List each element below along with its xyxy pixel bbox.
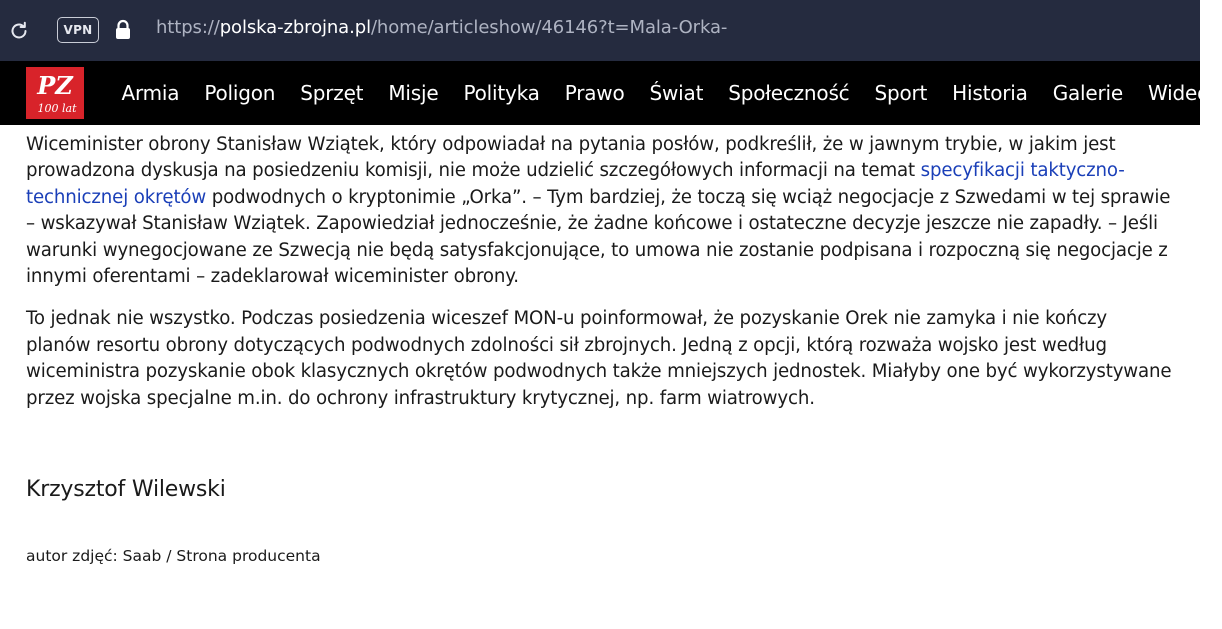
paragraph-text: podwodnych o kryptonimie „Orka”. – Tym bardziej, że toczą się wciąż negocjacje z Szwedami w tej sprawie – wskazywał Stanisław Wziątek. Zapowiedział jednocześnie, że żadne końcowe i ostateczne decyzje jeszcze nie zapadły. – Jeśli warunki wynegocjowane ze Szwecją nie będą satysfakcjonujące, to umowa nie zostanie podpisana i rozpoczną się negocjacje z innymi oferentami – zadeklarował wiceminister obrony. xyxy=(26,186,1171,288)
url-scheme: https:// xyxy=(156,17,220,38)
paragraph-text: Wiceminister obrony Stanisław Wziątek, który odpowiadał na pytania posłów, podkreślił, że w jawnym trybie, w jakim jest prowadzona dyskusja na posiedzeniu komisji, nie może udzielić szczegółowych informacji na temat xyxy=(26,134,1116,182)
nav-item-armia[interactable]: Armia xyxy=(121,81,180,105)
article-body xyxy=(26,132,1176,428)
nav-item-wideo[interactable]: Wideo xyxy=(1148,81,1210,105)
nav-item-swiat[interactable]: Świat xyxy=(649,81,704,105)
nav-item-galerie[interactable]: Galerie xyxy=(1052,81,1124,105)
nav-item-sport[interactable]: Sport xyxy=(874,81,928,105)
article-paragraph-2: To jednak nie wszystko. Podczas posiedzenia wiceszef MON-u poinformował, że pozyskanie Orek nie zamyka i nie kończy planów resortu obrony dotyczących podwodnych zdolności sił zbrojnych. Jedną z opcji, którą rozważa wojsko jest według wiceministra pozyskanie obok klasycznych okrętów podwodnych także mniejszych jednostek. Miałyby one być wykorzystywane przez wojska specjalne m.in. do ochrony infrastruktury krytycznej, np. farm wiatrowych. xyxy=(26,308,1172,409)
vpn-badge[interactable]: VPN xyxy=(57,17,99,43)
address-bar[interactable] xyxy=(156,17,727,38)
photo-credit: autor zdjęć: Saab / Strona producenta xyxy=(26,547,321,565)
nav-item-poligon[interactable]: Poligon xyxy=(204,81,276,105)
main-nav xyxy=(109,61,1222,125)
nav-item-historia[interactable]: Historia xyxy=(952,81,1028,105)
url-path: /home/articleshow/46146?t=Mala-Orka- xyxy=(370,17,728,38)
nav-item-spolecznosc[interactable]: Społeczność xyxy=(728,81,850,105)
url-host: polska-zbrojna.pl xyxy=(219,17,371,38)
article-paragraph-1 xyxy=(26,132,1176,290)
site-logo[interactable] xyxy=(26,67,84,119)
nav-item-prawo[interactable]: Prawo xyxy=(564,81,625,105)
browser-toolbar xyxy=(0,0,1200,61)
reload-icon[interactable] xyxy=(8,20,30,42)
lock-icon[interactable] xyxy=(114,19,132,41)
specification-link[interactable]: specyfikacji taktyczno-technicznej okrętów xyxy=(26,160,1125,208)
article-author: Krzysztof Wilewski xyxy=(26,477,226,502)
nav-item-misje[interactable]: Misje xyxy=(388,81,439,105)
nav-item-polityka[interactable]: Polityka xyxy=(463,81,540,105)
nav-item-sprzet[interactable]: Sprzęt xyxy=(300,81,364,105)
logo-subtext: 100 lat xyxy=(37,102,77,115)
logo-text: PZ xyxy=(37,71,73,100)
